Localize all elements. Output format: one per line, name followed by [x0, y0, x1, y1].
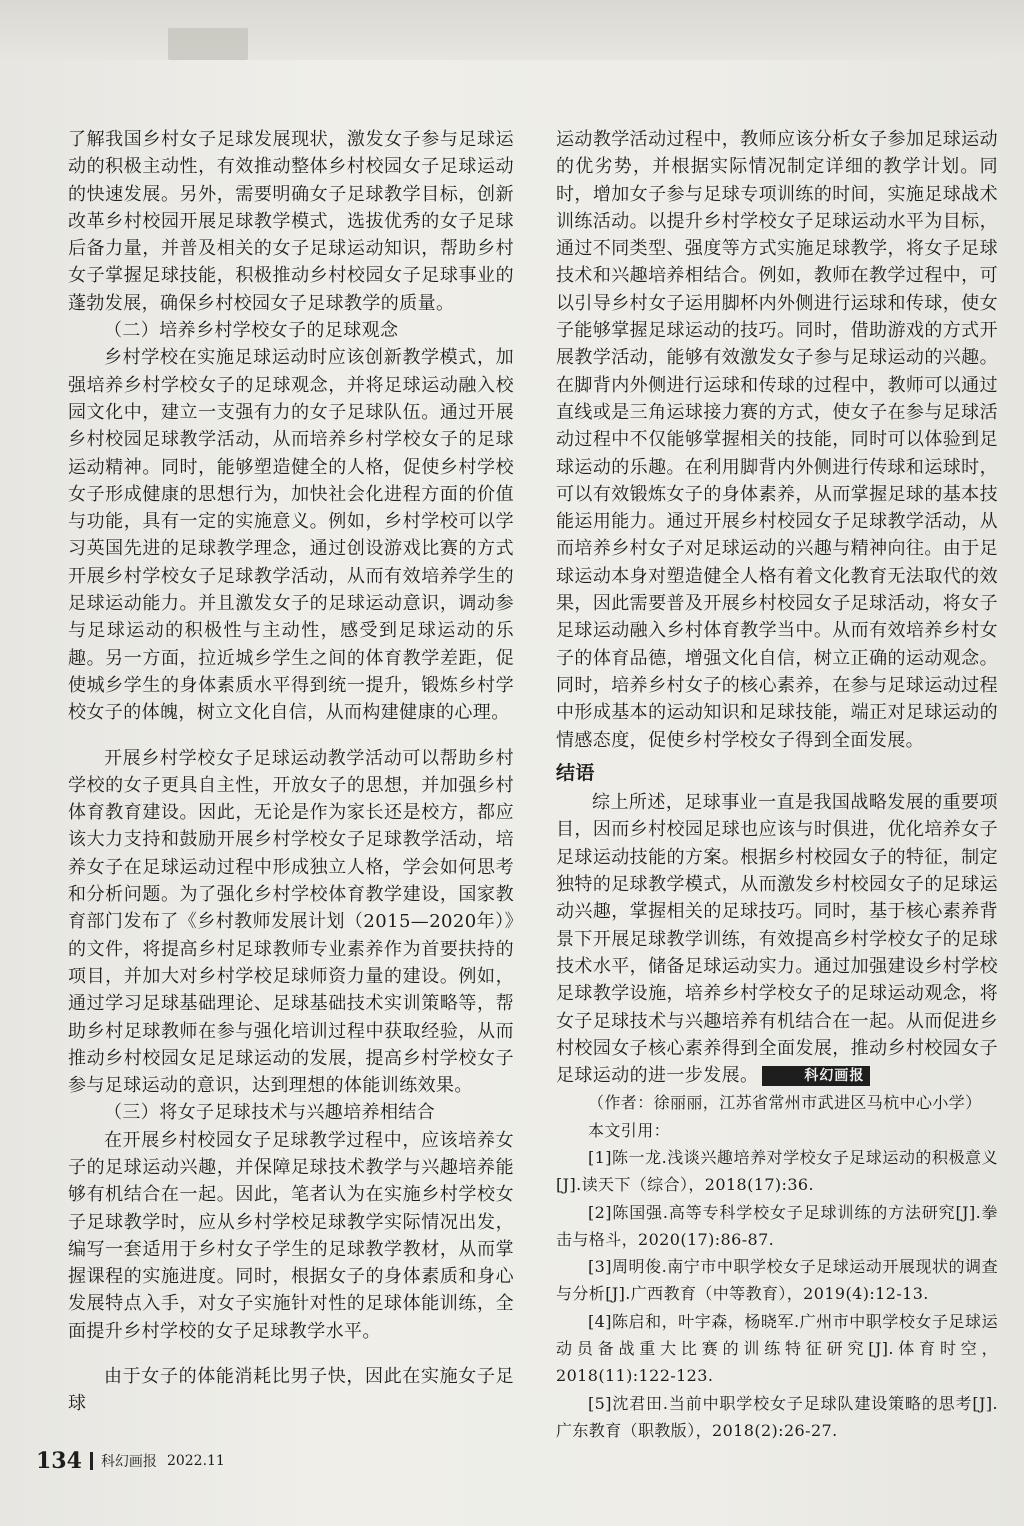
references — [556, 1089, 998, 1444]
reference-item: [2]陈国强.高等专科学校女子足球训练的方法研究[J].拳击与格斗，2020(17):86-87. — [556, 1202, 998, 1249]
left-column — [68, 126, 514, 1418]
paragraph: 开展乡村学校女子足球运动教学活动可以帮助乡村学校的女子更具自主性，开放女子的思想，并加强乡村体育教育建设。因此，无论是作为家长还是校方，都应该大力支持和鼓励开展乡村学校女子足球教学活动，培养女子在足球运动过程中形成独立人格，学会如何思考和分析问题。为了强化乡村学校体育教学建设，国家教育部门发布了《乡村教师发展计划（2015—2020年）》的文件，将提高乡村足球教师专业素养作为首要扶持的项目，并加大对乡村学校足球师资力量的建设。例如，通过学习足球基础理论、足球基础技术实训策略等，帮助乡村足球教师在参与强化培训过程中获取经验，从而推动乡村校园女足足球运动的发展，提高乡村学校女子参与足球运动的意识，达到理想的体能训练效果。 — [68, 747, 514, 1097]
magazine-logo-badge: 科幻画报 — [762, 1066, 870, 1086]
paragraph: 乡村学校在实施足球运动时应该创新教学模式，加强培养乡村学校女子的足球观念，并将足球运动融入校园文化中，建立一支强有力的女子足球队伍。通过开展乡村校园足球教学活动，从而培养乡村学校女子的足球运动精神。同时，能够塑造健全的人格，促使乡村学校女子形成健康的思想行为，加快社会化进程方面的价值与功能，具有一定的实施意义。例如，乡村学校可以学习英国先进的足球教学理念，通过创设游戏比赛的方式开展乡村学校女子足球教学活动，从而有效培养学生的足球运动能力。并且激发女子的足球运动意识，调动参与足球运动的积极性与主动性，感受到足球运动的乐趣。另一方面，拉近城乡学生之间的体育教学差距，促使城乡学生的身体素质水平得到统一提升，锻炼乡村学校女子的体魄，树立文化自信，从而构建健康的心理。 — [68, 347, 514, 724]
paragraph: 由于女子的体能消耗比男子快，因此在实施女子足球 — [68, 1366, 514, 1415]
footer-divider — [90, 1452, 93, 1470]
page-number: 134 — [36, 1448, 82, 1474]
header-tab-mark — [168, 28, 248, 60]
conclusion-heading: 结语 — [556, 761, 595, 784]
section-heading: （二）培养乡村学校女子的足球观念 — [104, 320, 399, 342]
conclusion-text: 综上所述，足球事业一直是我国战略发展的重要项目，因而乡村校园足球也应该与时俱进，优化培养女子足球运动技能的方案。根据乡村校园女子的特征，制定独特的足球教学模式，从而激发乡村校园女子的足球运动兴趣，掌握相关的足球技巧。同时，基于核心素养背景下开展足球教学训练，有效提高乡村学校女子的足球技术水平，储备足球运动实力。通过加强建设乡村学校足球教学设施，培养乡村学校女子的足球运动观念，将女子足球技术与兴趣培养有机结合在一起。从而促进乡村校园女子核心素养得到全面发展，推动乡村校园女子足球运动的进一步发展。 — [556, 792, 998, 1087]
conclusion-paragraph — [556, 789, 998, 1089]
reference-item: [3]周明俊.南宁市中职学校女子足球运动开展现状的调查与分析[J].广西教育（中等教育），2019(4):12-13. — [556, 1257, 998, 1304]
paragraph: 在开展乡村校园女子足球教学过程中，应该培养女子的足球运动兴趣，并保障足球技术教学与兴趣培养能够有机结合在一起。因此，笔者认为在实施乡村学校女子足球教学时，应从乡村学校足球教学实际情况出发，编写一套适用于乡村女子学生的足球教学教材，从而掌握课程的实施进度。同时，根据女子的身体素质和身心发展特点入手，对女子实施针对性的足球体能训练，全面提升乡村学校的女子足球教学水平。 — [68, 1129, 514, 1342]
magazine-name: 科幻画报 — [100, 1454, 157, 1470]
reference-item: [1]陈一龙.浅谈兴趣培养对学校女子足球运动的积极意义[J].读天下（综合），2018(17):36. — [556, 1147, 998, 1195]
reference-item: [5]沈君田.当前中职学校女子足球队建设策略的思考[J].广东教育（职教版），2018(2):26-27. — [556, 1393, 998, 1440]
paragraph: 了解我国乡村女子足球发展现状，激发女子参与足球运动的积极主动性，有效推动整体乡村校园女子足球运动的快速发展。另外，需要明确女子足球教学目标，创新改革乡村校园开展足球教学模式，选拔优秀的女子足球后备力量，并普及相关的女子足球运动知识，帮助乡村女子掌握足球技能，积极推动乡村校园女子足球事业的蓬勃发展，确保乡村校园女子足球教学的质量。 — [68, 129, 514, 314]
issue-date: 2022.11 — [166, 1453, 225, 1469]
references-title: 本文引用： — [588, 1120, 671, 1140]
paragraph: 运动教学活动过程中，教师应该分析女子参加足球运动的优劣势，并根据实际情况制定详细的教学计划。同时，增加女子参与足球专项训练的时间，实施足球战术训练活动。以提升乡村学校女子足球运动水平为目标，通过不同类型、强度等方式实施足球教学，将女子足球技术和兴趣培养相结合。例如，教师在教学过程中，可以引导乡村女子运用脚杯内外侧进行运球和传球，使女子能够掌握足球运动的技巧。同时，借助游戏的方式开展教学活动，能够有效激发女子参与足球运动的兴趣。在脚背内外侧进行运球和传球的过程中，教师可以通过直线或是三角运球接力赛的方式，使女子在参与足球活动过程中不仅能够掌握相关的技能，同时可以体验到足球运动的乐趣。在利用脚背内外侧进行传球和运球时，可以有效锻炼女子的身体素养，从而掌握足球的基本技能运用能力。通过开展乡村校园女子足球教学活动，从而培养乡村女子对足球运动的兴趣与精神向往。由于足球运动本身对塑造健全人格有着文化教育无法取代的效果，因此需要普及开展乡村校园女子足球活动，将女子足球运动融入乡村体育教学当中。从而有效培养乡村女子的体育品德，增强文化自信，树立正确的运动观念。同时，培养乡村女子的核心素养，在参与足球运动过程中形成基本的运动知识和足球技能，端正对足球运动的情感态度，促使乡村学校女子得到全面发展。 — [556, 129, 998, 751]
section-heading: （三）将女子足球技术与兴趣培养相结合 — [104, 1102, 436, 1124]
reference-item: [4]陈启和，叶宇森，杨晓军.广州市中职学校女子足球运动员备战重大比赛的训练特征研究[J].体育时空，2018(11):122-123. — [556, 1311, 998, 1386]
right-column — [556, 126, 998, 1444]
author-line: （作者：徐丽丽，江苏省常州市武进区马杭中心小学） — [588, 1093, 982, 1113]
page-footer — [36, 1448, 436, 1474]
top-shadow-band — [0, 0, 1024, 60]
